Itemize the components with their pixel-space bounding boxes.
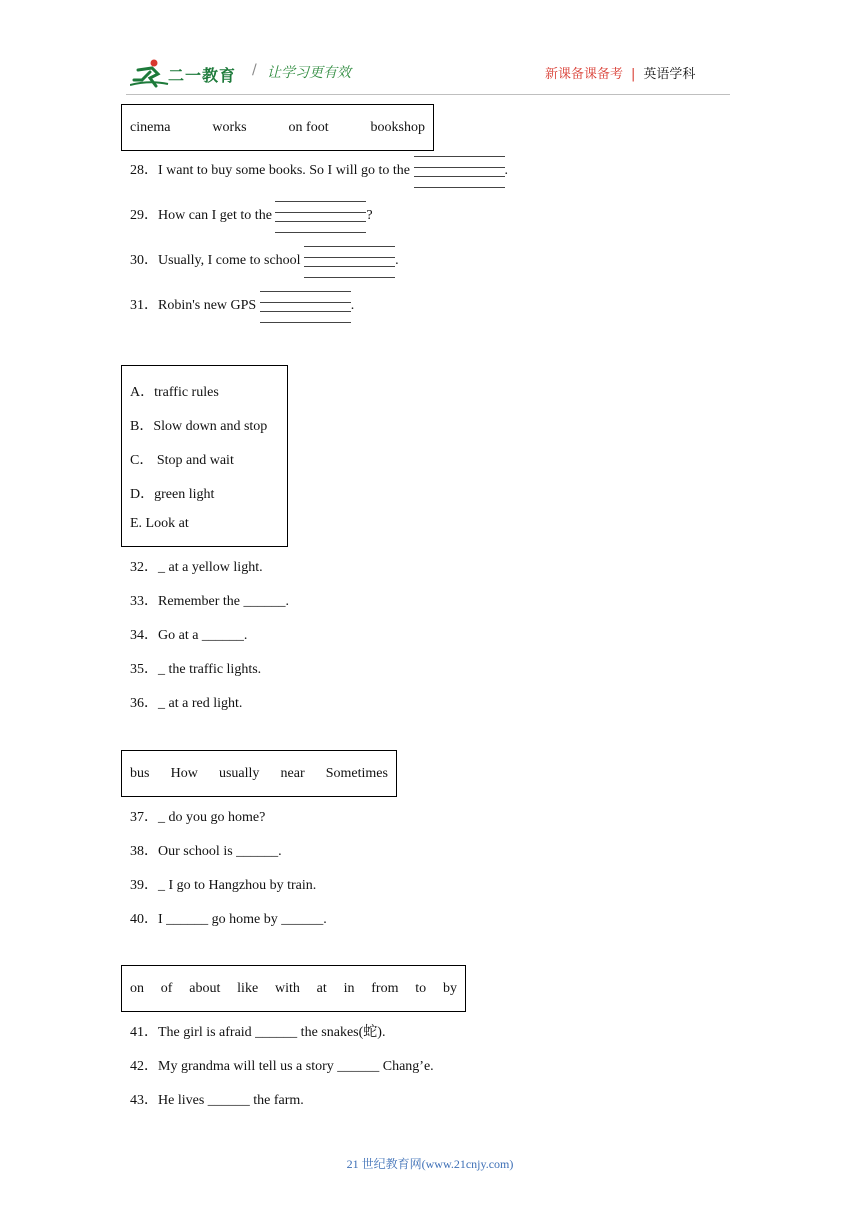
question-number: 28． (130, 163, 158, 179)
question-35: 35．_ the traffic lights. (130, 662, 262, 677)
option-d: D．green light (130, 487, 215, 502)
question-34: 34．Go at a ______. (130, 628, 248, 643)
answer-blank[interactable] (304, 246, 395, 276)
header-tagline: 新课备课备考 (545, 67, 624, 82)
word-bank-item: cinema (130, 119, 171, 135)
question-36: 36．_ at a red light. (130, 696, 243, 711)
word-bank-1 (121, 104, 434, 151)
answer-blank[interactable] (260, 291, 351, 321)
option-c: C． Stop and wait (130, 453, 234, 468)
word-bank-item: bookshop (370, 119, 425, 135)
footer-link[interactable]: 21 世纪教育网(www.21cnjy.com) (346, 1157, 514, 1171)
word-bank-3 (121, 750, 397, 797)
question-39: 39．_ I go to Hangzhou by train. (130, 878, 317, 893)
question-41: 41．The girl is afraid ______ the snakes(蛇). (130, 1025, 386, 1040)
option-b: B．Slow down and stop (130, 419, 268, 434)
question-30 (130, 246, 399, 276)
question-text: Usually, I come to school (158, 253, 301, 269)
runner-logo-icon (130, 58, 170, 88)
question-37: 37．_ do you go home? (130, 810, 266, 825)
question-punct: . (504, 163, 508, 179)
question-punct: . (350, 298, 355, 314)
word-bank-item: to (415, 980, 427, 996)
word-bank-4 (121, 965, 466, 1012)
header-slash: / (252, 62, 257, 78)
word-bank-item: near (280, 765, 305, 781)
question-number: 29． (130, 208, 158, 224)
word-bank-item: bus (130, 765, 150, 781)
question-text: How can I get to the (158, 208, 272, 224)
options-box (121, 365, 288, 547)
question-punct: ? (366, 208, 373, 224)
word-bank-item: of (160, 980, 173, 996)
word-bank-item: on (130, 980, 144, 996)
word-bank-item: How (170, 765, 198, 781)
word-bank-item: works (212, 119, 247, 135)
answer-blank[interactable] (275, 201, 366, 231)
header-slogan: 让学习更有效 (267, 65, 351, 81)
word-bank-item: usually (218, 765, 260, 781)
word-bank-item: in (343, 980, 355, 996)
word-bank-item: at (316, 980, 327, 996)
question-38: 38．Our school is ______. (130, 844, 282, 859)
header-separator: | (631, 67, 636, 82)
question-40: 40．I ______ go home by ______. (130, 912, 327, 927)
header-subject: 英语学科 (643, 67, 696, 82)
header-rule (126, 94, 730, 95)
word-bank-item: like (237, 980, 259, 996)
word-bank-item: from (371, 980, 399, 996)
question-punct: . (395, 253, 399, 269)
answer-blank[interactable] (414, 156, 505, 186)
word-bank-item: on foot (288, 119, 329, 135)
word-bank-item: Sometimes (325, 765, 388, 781)
question-33: 33．Remember the ______. (130, 594, 290, 609)
question-31 (130, 291, 354, 321)
question-28 (130, 156, 508, 186)
option-a: A．traffic rules (130, 385, 219, 400)
question-29 (130, 201, 373, 231)
option-e: E. Look at (130, 516, 189, 531)
word-bank-item: about (189, 980, 221, 996)
question-number: 31． (130, 298, 158, 314)
question-number: 30． (130, 253, 158, 269)
word-bank-item: by (442, 980, 457, 996)
question-text: Robin's new GPS (158, 298, 257, 314)
question-32: 32．_ at a yellow light. (130, 560, 263, 575)
question-42: 42．My grandma will tell us a story ______ Chang’e. (130, 1059, 434, 1074)
logo-text: 二一教育 (168, 66, 237, 85)
question-43: 43．He lives ______ the farm. (130, 1093, 304, 1108)
header-right (545, 63, 695, 82)
word-bank-item: with (274, 980, 300, 996)
question-text: I want to buy some books. So I will go to the (158, 163, 410, 179)
